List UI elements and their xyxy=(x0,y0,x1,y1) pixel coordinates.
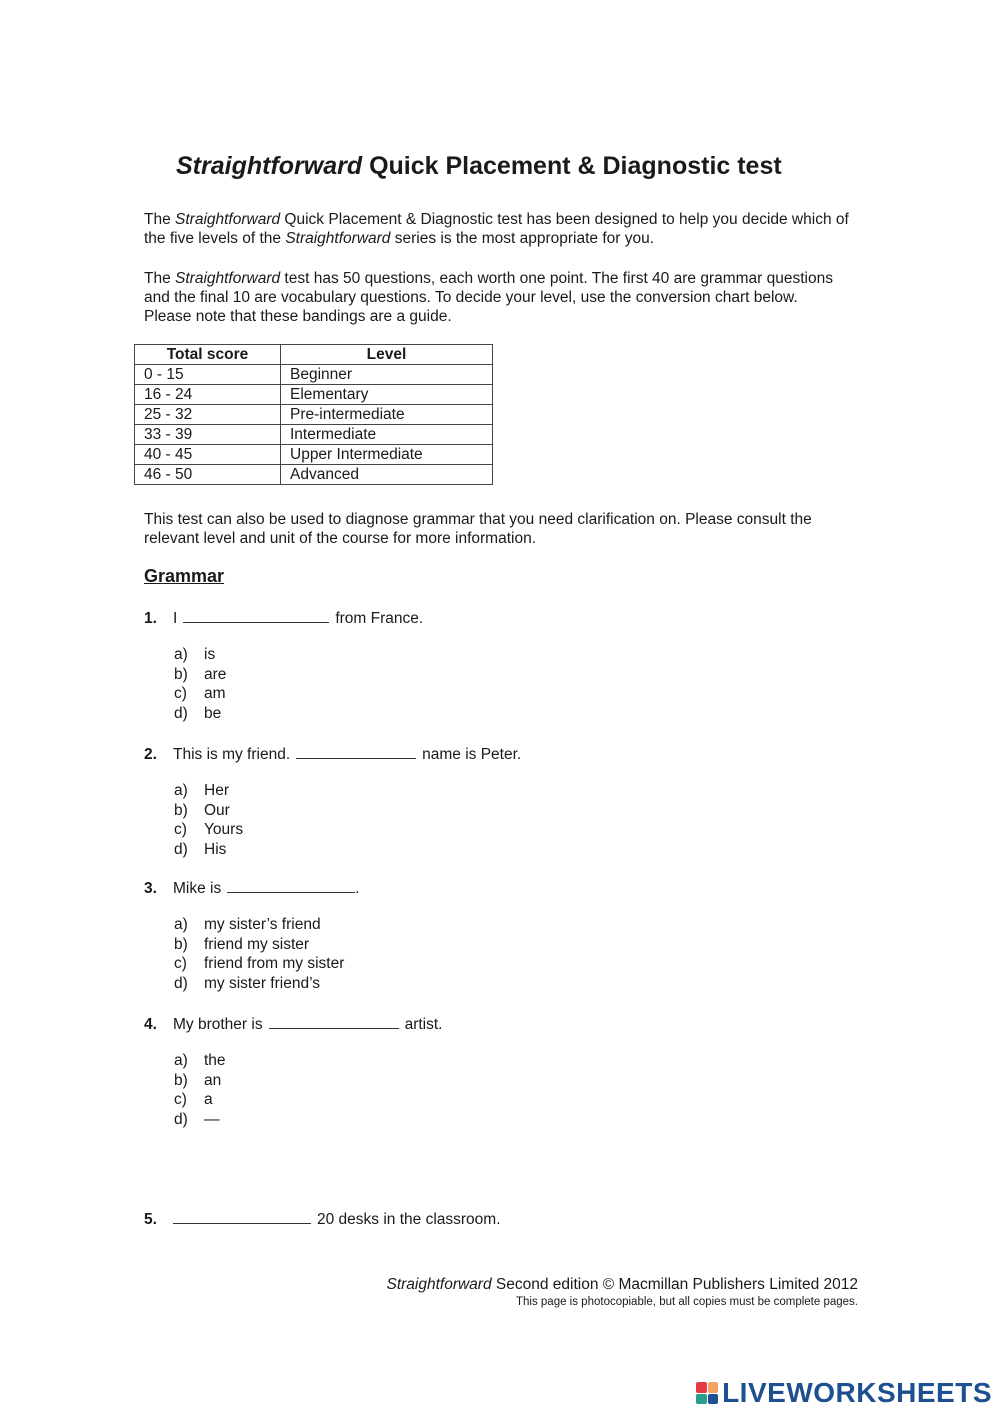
level-cell: Beginner xyxy=(281,365,493,385)
option-letter: d) xyxy=(174,974,188,992)
option-letter: c) xyxy=(174,1091,187,1108)
question-text-after: . xyxy=(355,880,360,897)
question-stem xyxy=(144,878,844,898)
option-text: the xyxy=(204,1052,226,1069)
intro-1-series-name: Straightforward xyxy=(175,211,281,228)
option-letter: d) xyxy=(174,704,188,722)
question-text-after: 20 desks in the classroom. xyxy=(317,1211,501,1228)
footer-copyright-text: Second edition © Macmillan Publishers Limited 2012 xyxy=(491,1276,858,1293)
answer-option[interactable] xyxy=(174,840,844,860)
option-letter: c) xyxy=(174,685,187,702)
answer-blank[interactable] xyxy=(173,1209,311,1224)
answer-blank[interactable] xyxy=(269,1014,399,1029)
page-footer xyxy=(386,1276,858,1308)
question-number: 4. xyxy=(144,1016,157,1033)
question-number: 3. xyxy=(144,880,157,897)
option-text: Our xyxy=(204,801,230,819)
question-stem xyxy=(144,744,844,764)
option-letter: d) xyxy=(174,840,188,858)
intro-paragraph-2 xyxy=(144,269,849,326)
option-text: friend from my sister xyxy=(204,955,345,972)
question-number: 5. xyxy=(144,1211,157,1228)
intro-paragraph-1 xyxy=(144,210,849,248)
answer-blank[interactable] xyxy=(227,878,355,893)
answer-option[interactable] xyxy=(174,645,844,665)
title-series-name: Straightforward xyxy=(176,152,363,180)
question-text-after: from France. xyxy=(335,610,424,627)
level-cell: Intermediate xyxy=(281,425,493,445)
intro-1-text-c: series is the most appropriate for you. xyxy=(390,230,655,247)
level-cell: Upper Intermediate xyxy=(281,445,493,465)
title-rest: Quick Placement & Diagnostic test xyxy=(362,152,782,180)
question-5 xyxy=(144,1209,844,1229)
question-text-before: Mike is xyxy=(173,880,222,897)
intro-1-text-b: Quick Placement & Diagnostic test has been designed to help you decide which of the five levels of the xyxy=(144,211,849,247)
score-cell: 40 - 45 xyxy=(135,445,281,465)
level-cell: Pre-intermediate xyxy=(281,405,493,425)
option-text: Yours xyxy=(204,821,244,838)
answer-option[interactable] xyxy=(174,1110,844,1130)
logo-square xyxy=(696,1394,707,1405)
question-text-after: artist. xyxy=(404,1016,443,1033)
question-text-before: I xyxy=(173,610,178,627)
liveworksheets-logo-icon xyxy=(696,1382,718,1404)
footer-copyright xyxy=(386,1276,858,1294)
answer-option[interactable] xyxy=(174,1090,844,1110)
answer-option[interactable] xyxy=(174,820,844,840)
question-stem xyxy=(144,1014,844,1034)
question-stem xyxy=(144,1209,844,1229)
option-letter: c) xyxy=(174,955,187,972)
option-text: an xyxy=(204,1071,222,1089)
option-text: is xyxy=(204,646,216,663)
answer-options xyxy=(174,645,844,723)
intro-1-series-name-2: Straightforward xyxy=(285,230,391,247)
logo-square xyxy=(696,1382,707,1393)
option-text: friend my sister xyxy=(204,935,310,953)
page-title xyxy=(176,152,782,181)
answer-option[interactable] xyxy=(174,665,844,685)
question-1 xyxy=(144,608,844,723)
score-conversion-table xyxy=(134,344,493,485)
table-row xyxy=(135,365,493,385)
option-letter: b) xyxy=(174,801,188,819)
brand-wordmark: LIVEWORKSHEETS xyxy=(722,1377,992,1408)
option-letter: a) xyxy=(174,916,188,933)
question-number: 1. xyxy=(144,610,157,627)
option-text: my sister friend’s xyxy=(204,974,320,992)
option-letter: a) xyxy=(174,1052,188,1069)
score-cell: 46 - 50 xyxy=(135,465,281,485)
footer-photocopy-note: This page is photocopiable, but all copies must be complete pages. xyxy=(515,1296,858,1308)
option-text: be xyxy=(204,704,222,722)
option-letter: c) xyxy=(174,821,187,838)
table-header-row xyxy=(135,345,493,365)
question-2 xyxy=(144,744,844,859)
table-row xyxy=(135,425,493,445)
score-cell: 16 - 24 xyxy=(135,385,281,405)
table-row xyxy=(135,465,493,485)
answer-option[interactable] xyxy=(174,1071,844,1091)
logo-square xyxy=(708,1382,719,1393)
header-total-score: Total score xyxy=(135,345,281,365)
answer-option[interactable] xyxy=(174,935,844,955)
footer-series-name: Straightforward xyxy=(386,1276,492,1293)
option-text: are xyxy=(204,665,227,683)
option-letter: a) xyxy=(174,646,188,663)
intro-2-series-name: Straightforward xyxy=(175,270,281,287)
score-cell: 25 - 32 xyxy=(135,405,281,425)
answer-option[interactable] xyxy=(174,954,844,974)
question-stem xyxy=(144,608,844,628)
table-row xyxy=(135,385,493,405)
answer-blank[interactable] xyxy=(296,744,416,759)
option-letter: a) xyxy=(174,782,188,799)
liveworksheets-brand xyxy=(696,1378,992,1408)
option-text: Her xyxy=(204,782,229,799)
table-row xyxy=(135,445,493,465)
answer-options xyxy=(174,781,844,859)
intro-paragraph-3: This test can also be used to diagnose grammar that you need clarification on. Please consult the relevant level and unit of the course for more information. xyxy=(144,511,812,547)
table-row xyxy=(135,405,493,425)
option-text: am xyxy=(204,685,226,702)
option-text: my sister’s friend xyxy=(204,916,321,933)
answer-option[interactable] xyxy=(174,781,844,801)
option-letter: b) xyxy=(174,1071,188,1089)
option-text: a xyxy=(204,1091,213,1108)
answer-option[interactable] xyxy=(174,801,844,821)
answer-option[interactable] xyxy=(174,704,844,724)
score-cell: 0 - 15 xyxy=(135,365,281,385)
question-text-before: My brother is xyxy=(173,1016,263,1033)
score-cell: 33 - 39 xyxy=(135,425,281,445)
option-text: His xyxy=(204,840,227,858)
answer-options xyxy=(174,915,844,993)
level-cell: Elementary xyxy=(281,385,493,405)
question-text-after: name is Peter. xyxy=(422,746,522,763)
question-3 xyxy=(144,878,844,993)
answer-option[interactable] xyxy=(174,974,844,994)
option-letter: b) xyxy=(174,665,188,683)
section-heading-grammar: Grammar xyxy=(144,566,225,586)
intro-2-text-a: The xyxy=(144,270,176,287)
answer-blank[interactable] xyxy=(183,608,329,623)
logo-square xyxy=(708,1394,719,1405)
answer-option[interactable] xyxy=(174,1051,844,1071)
question-number: 2. xyxy=(144,746,157,763)
question-4 xyxy=(144,1014,844,1129)
header-level: Level xyxy=(281,345,493,365)
option-letter: b) xyxy=(174,935,188,953)
option-letter: d) xyxy=(174,1110,188,1128)
intro-2-text-b: test has 50 questions, each worth one point. The first 40 are grammar questions and the final 10 are vocabulary questions. To decide your level, use the conversion chart below. Please note that these bandings are a guide. xyxy=(144,270,833,325)
answer-options xyxy=(174,1051,844,1129)
intro-1-text-a: The xyxy=(144,211,176,228)
answer-option[interactable] xyxy=(174,684,844,704)
level-cell: Advanced xyxy=(281,465,493,485)
option-text: — xyxy=(204,1110,220,1128)
answer-option[interactable] xyxy=(174,915,844,935)
question-text-before: This is my friend. xyxy=(173,746,291,763)
